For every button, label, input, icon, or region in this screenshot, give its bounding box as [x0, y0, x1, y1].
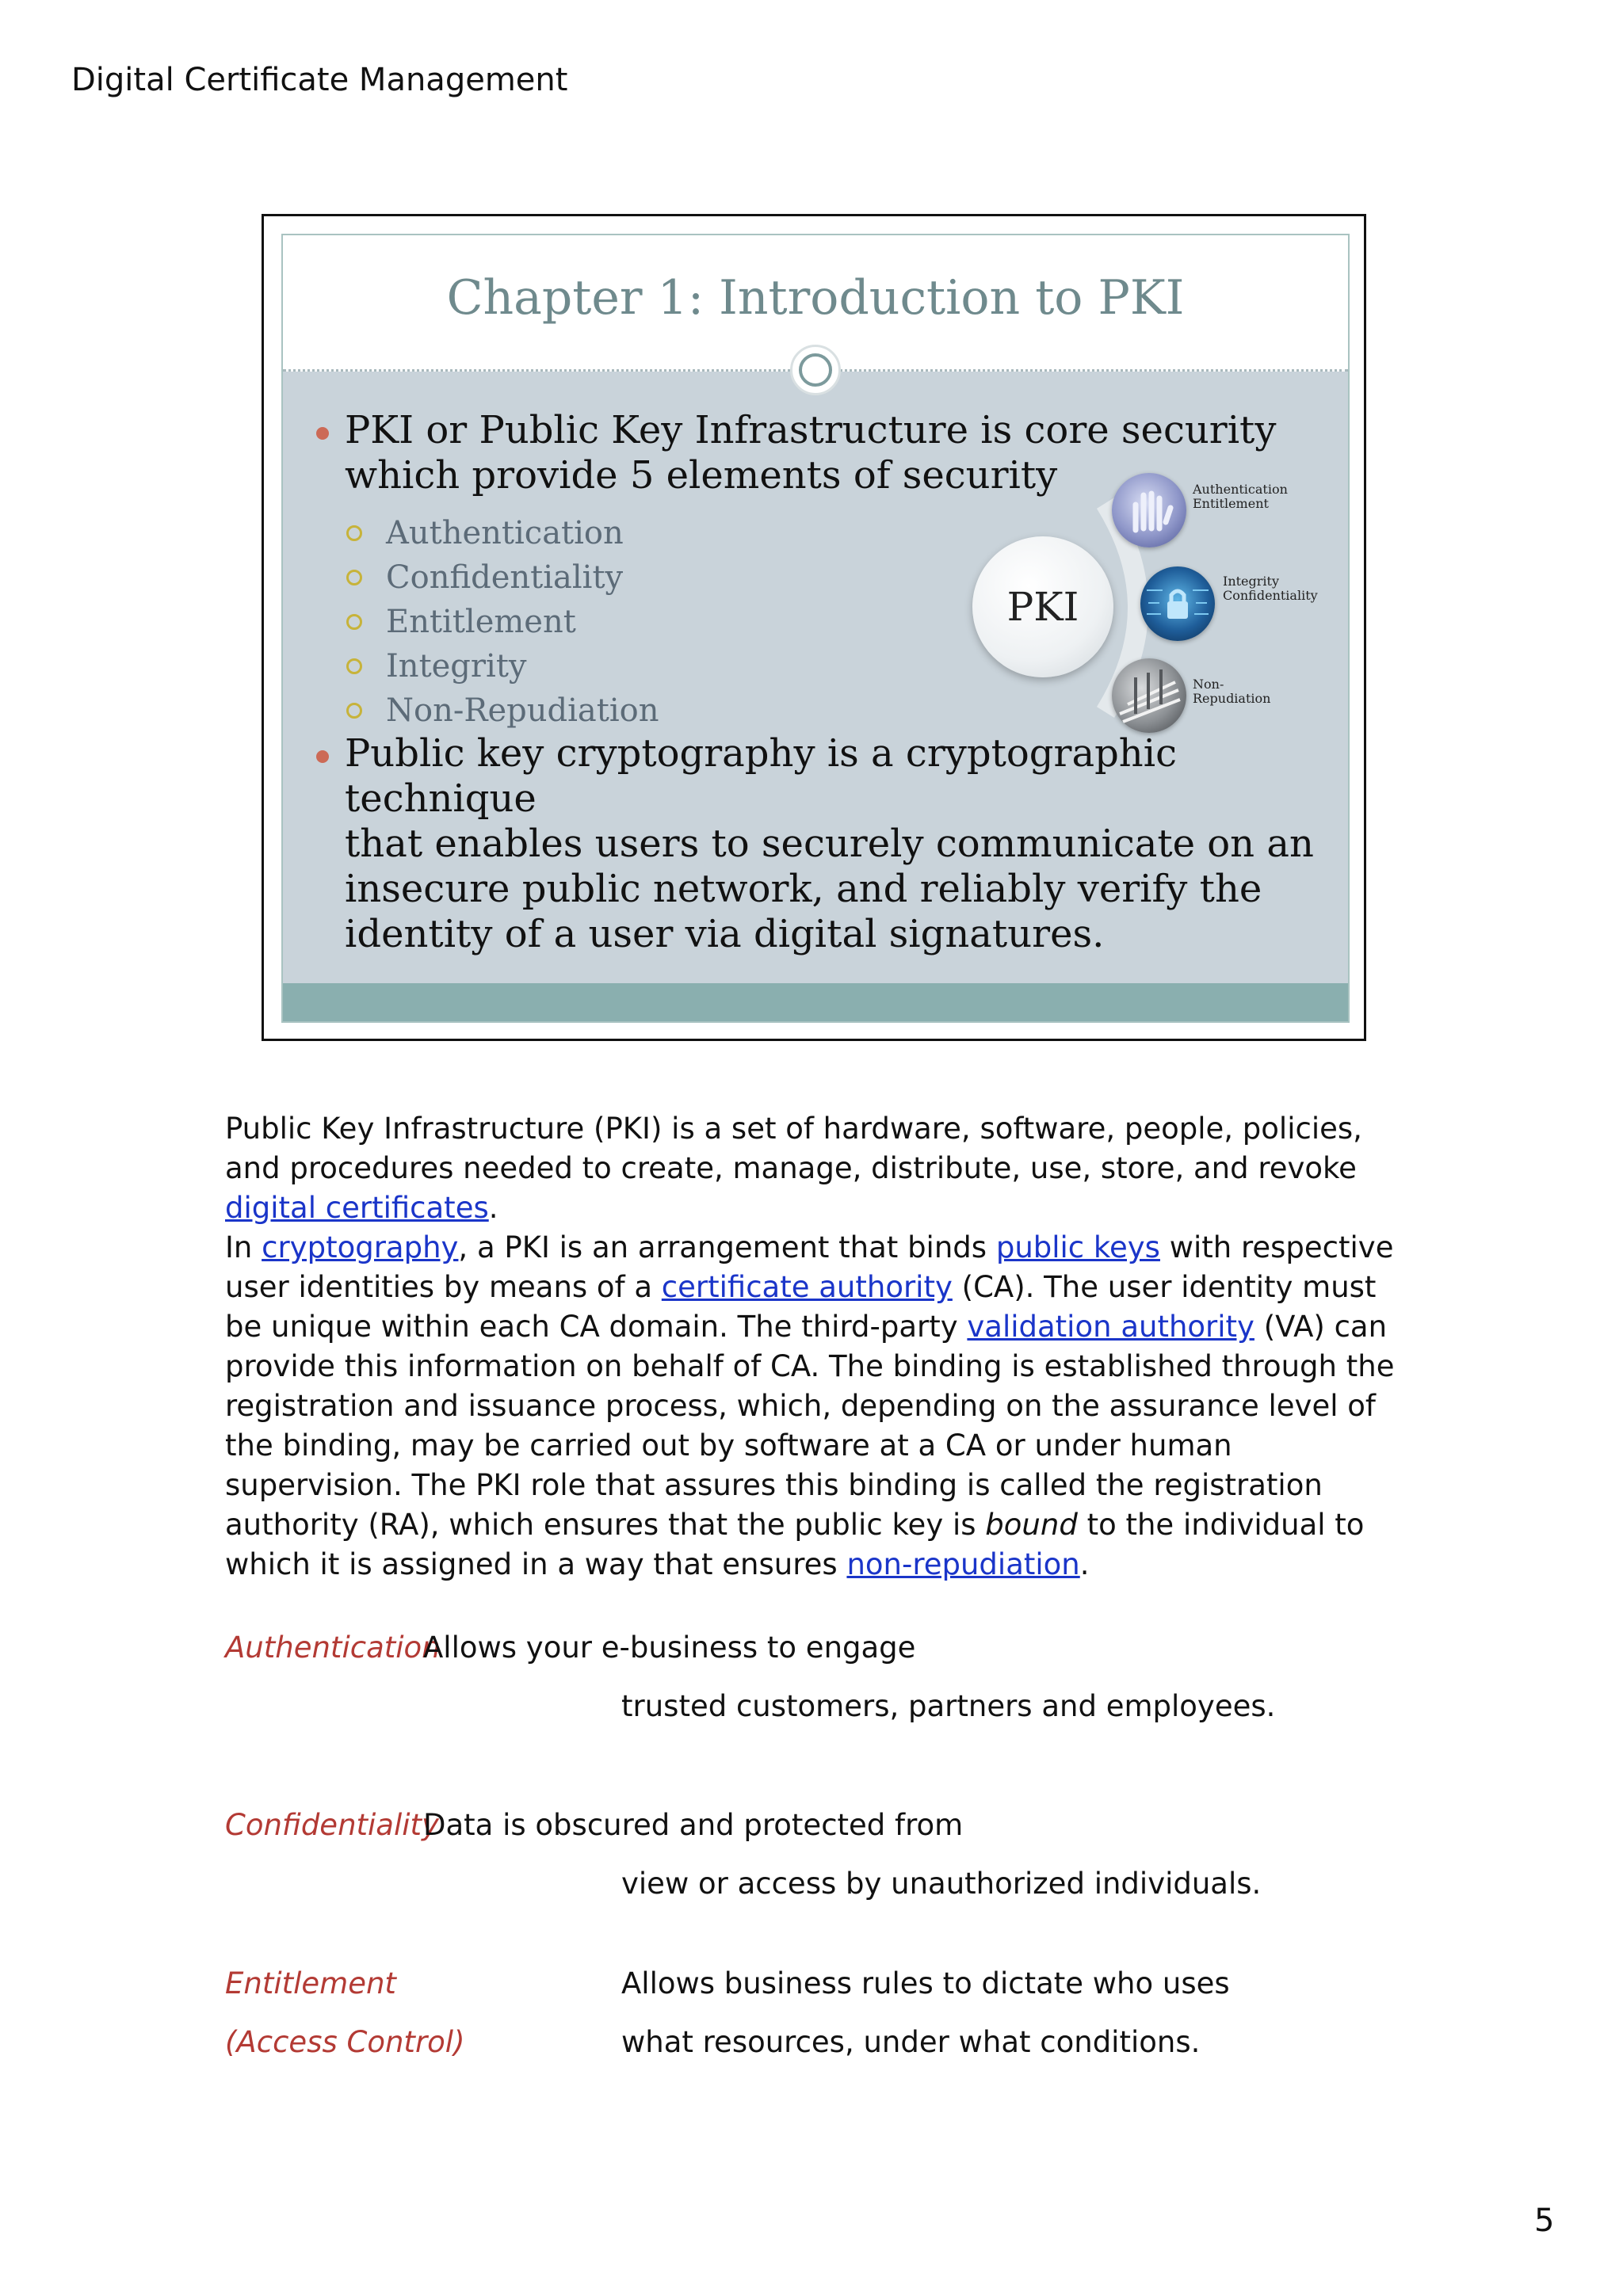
paragraph-binding — [225, 1228, 1414, 1585]
integrity-lock-icon — [1140, 566, 1215, 641]
text-run: In — [225, 1230, 262, 1264]
list-item — [345, 600, 659, 644]
link-non-repudiation[interactable]: non-repudiation — [846, 1547, 1080, 1581]
bullet-line: which provide 5 elements of security — [345, 453, 1058, 498]
orb-label-integrity — [1223, 574, 1318, 603]
bullet-line: insecure public network, and reliably verify the — [345, 867, 1262, 911]
orb-label-line: Confidentiality — [1223, 588, 1318, 603]
ring-bullet-icon — [346, 614, 362, 630]
text-run: (VA) can provide this information on behalf of CA. The binding is established through the registration and issuance process, which, depending on the assurance level of the binding, may be carried out by software at a CA or under human supervision. The PKI role that assures this binding is called the registration authority (RA), which ensures that the public key is — [225, 1310, 1395, 1542]
link-digital-certificates[interactable]: digital certificates — [225, 1191, 489, 1225]
bullet-line: identity of a user via digital signatures. — [345, 912, 1105, 956]
orb-label-non-repudiation — [1193, 677, 1270, 706]
orb-label-line: Entitlement — [1193, 496, 1269, 511]
pki-center-circle: PKI — [972, 536, 1113, 677]
text-run: . — [488, 1191, 498, 1225]
term-access-control: (Access Control) — [225, 2025, 465, 2059]
term-entitlement: Entitlement — [225, 1966, 396, 2000]
building-icon — [1112, 658, 1186, 733]
slide-title: Chapter 1: Introduction to PKI — [446, 270, 1185, 326]
hand-icon — [1112, 473, 1186, 547]
pki-description — [225, 1109, 1414, 1585]
link-public-keys[interactable]: public keys — [995, 1230, 1160, 1264]
list-item-label: Authentication — [386, 515, 624, 551]
ring-bullet-icon — [346, 703, 362, 719]
text-run: (CA). The user identity must be unique within each CA domain. The third-party — [225, 1270, 1377, 1344]
emphasis-bound: bound — [985, 1508, 1078, 1542]
list-item-label: Entitlement — [386, 604, 576, 640]
bullet-dot-icon — [316, 427, 329, 440]
orb-label-line: Authentication — [1193, 482, 1288, 497]
text-run: . — [1079, 1547, 1090, 1581]
link-certificate-authority[interactable]: certificate authority — [661, 1270, 953, 1304]
list-item-label: Integrity — [386, 648, 527, 685]
text-run: with respective user identities by means of a — [225, 1230, 1394, 1304]
list-item — [345, 555, 659, 600]
text-run: to the individual to which it is assigned in a way that ensures — [225, 1508, 1365, 1581]
orb-label-line: Non- — [1193, 677, 1224, 692]
text-run: Public Key Infrastructure (PKI) is a set of hardware, software, people, policies, and procedures needed to create, manage, distribute, use, store, and revoke — [225, 1112, 1362, 1185]
slide — [281, 234, 1350, 1023]
list-item — [345, 644, 659, 688]
term-confidentiality: Confidentiality — [225, 1808, 439, 1842]
link-cryptography[interactable]: cryptography — [262, 1230, 459, 1264]
desc-authentication-line1: Allows your e-business to engage — [423, 1630, 916, 1665]
list-item-label: Confidentiality — [386, 559, 624, 596]
page-number: 5 — [1534, 2203, 1555, 2239]
non-repudiation-image-icon — [1112, 658, 1186, 733]
bullet-line: Public key cryptography is a cryptographic technique — [345, 731, 1177, 821]
list-item — [345, 688, 659, 733]
desc-confidentiality-line1: Data is obscured and protected from — [423, 1808, 964, 1842]
ring-bullet-icon — [346, 658, 362, 674]
term-authentication: Authentication — [225, 1630, 441, 1665]
ring-bullet-icon — [346, 525, 362, 541]
orb-label-line: Repudiation — [1193, 691, 1271, 706]
authentication-hand-icon — [1112, 473, 1186, 547]
bullet-line: that enables users to securely communicate on an — [345, 822, 1314, 866]
paragraph-definition — [225, 1109, 1414, 1228]
list-item-label: Non-Repudiation — [386, 692, 659, 729]
desc-confidentiality-line2: view or access by unauthorized individuals. — [621, 1867, 1262, 1901]
desc-entitlement-line2: what resources, under what conditions. — [621, 2025, 1201, 2059]
desc-authentication-line2: trusted customers, partners and employees. — [621, 1689, 1276, 1723]
bullet-dot-icon — [316, 750, 329, 763]
bullet-public-key-crypto — [345, 731, 1348, 957]
security-elements-list — [345, 511, 659, 733]
orb-label-authentication — [1193, 482, 1288, 511]
slide-image-frame — [262, 214, 1366, 1041]
document-header: Digital Certificate Management — [71, 62, 568, 98]
ring-bullet-icon — [346, 570, 362, 585]
lock-icon — [1140, 566, 1215, 641]
link-validation-authority[interactable]: validation authority — [967, 1310, 1254, 1344]
orb-label-line: Integrity — [1223, 574, 1279, 589]
text-run: , a PKI is an arrangement that binds — [458, 1230, 996, 1264]
title-ring-icon — [790, 345, 841, 395]
list-item — [345, 511, 659, 555]
bullet-line: PKI or Public Key Infrastructure is core security — [345, 408, 1277, 452]
slide-bottom-band — [283, 983, 1348, 1021]
desc-entitlement-line1: Allows business rules to dictate who uses — [621, 1966, 1230, 2000]
